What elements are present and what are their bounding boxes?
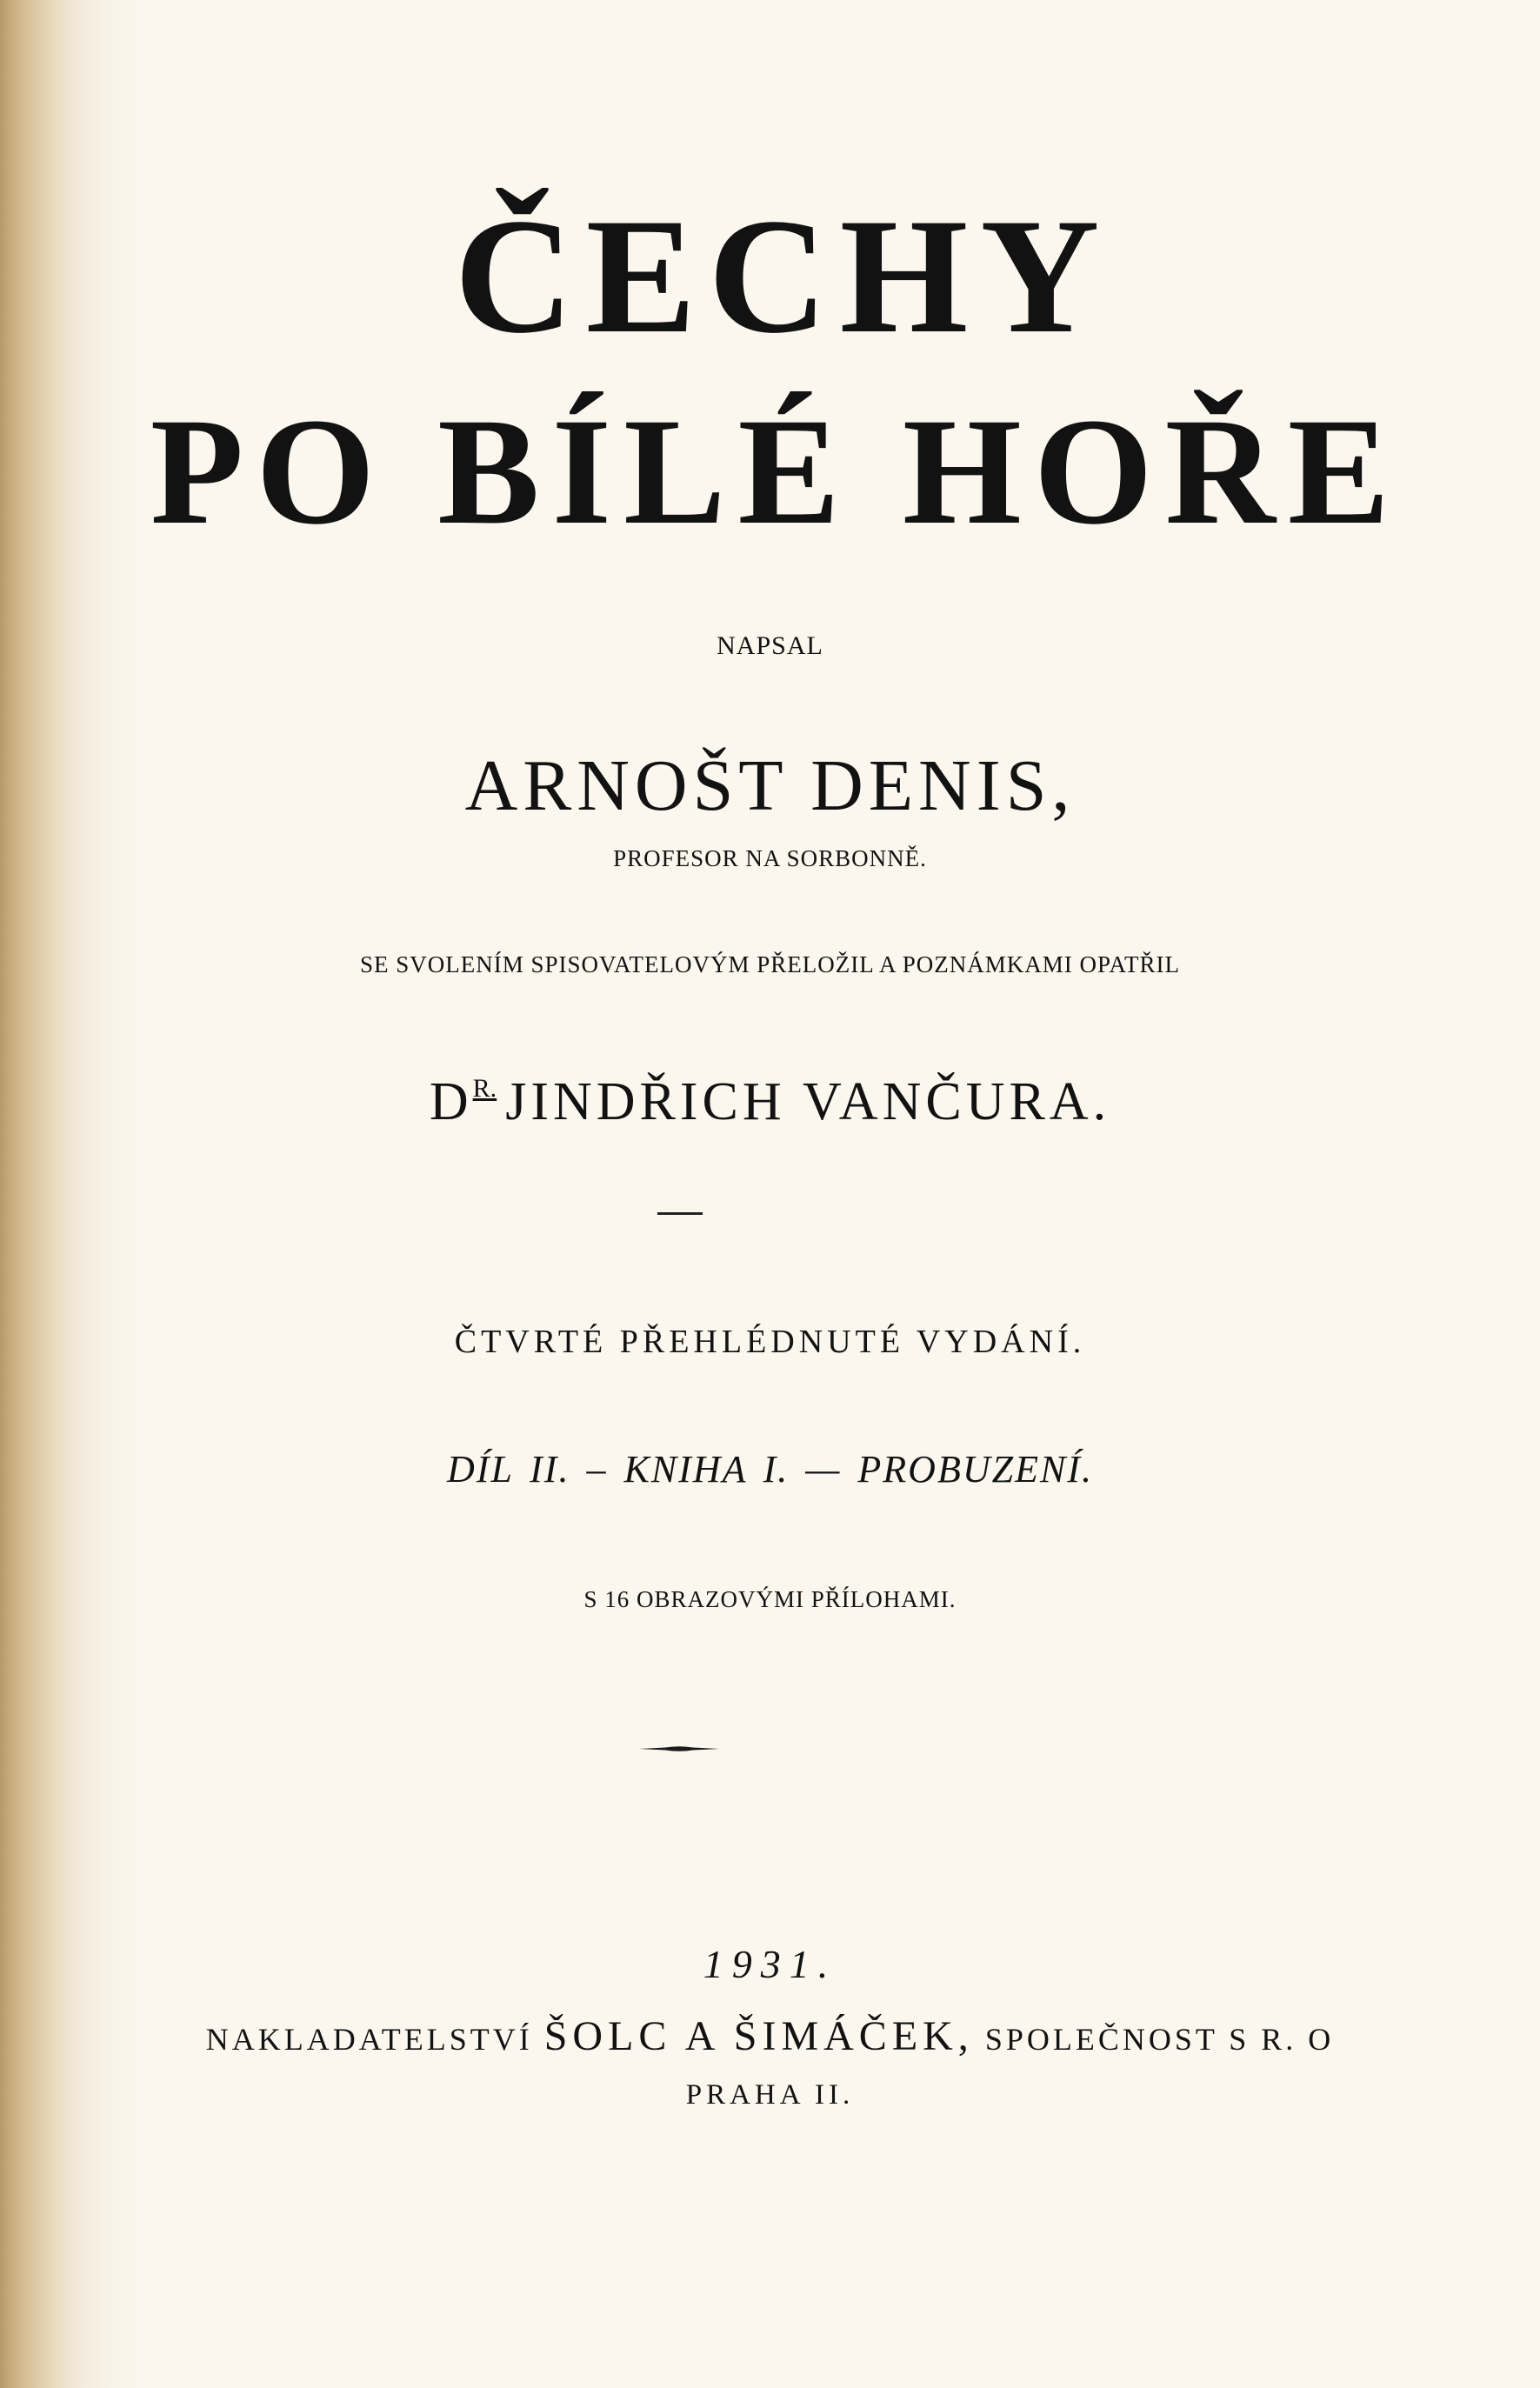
book-title-line-1: ČECHY [454, 185, 1112, 368]
author-name: ARNOŠT DENIS, [464, 745, 1076, 826]
ornament-rule [639, 1744, 719, 1754]
publisher-name: ŠOLC A ŠIMÁČEK, [543, 2013, 974, 2059]
translator-name: JINDŘICH VANČURA. [505, 1072, 1111, 1131]
separator-rule [657, 1212, 703, 1215]
translator-line [0, 1057, 1540, 1134]
publication-year: 1931. [703, 1942, 837, 1986]
translator-title-prefix: D [429, 1072, 473, 1131]
publisher-suffix: SPOLEČNOST S R. O [984, 2022, 1335, 2057]
volume-statement: DÍL II. – KNIHA I. — PROBUZENÍ. [447, 1448, 1093, 1491]
plates-statement: S 16 OBRAZOVÝMI PŘÍLOHAMI. [583, 1586, 957, 1612]
translation-note: SE SVOLENÍM SPISOVATELOVÝM PŘELOŽIL A POZNÁMKAMI OPATŘIL [359, 951, 1181, 977]
translator-title-superscript: R. [472, 1074, 497, 1103]
edition-statement: ČTVRTÉ PŘEHLÉDNUTÉ VYDÁNÍ. [454, 1324, 1086, 1360]
publication-city: PRAHA II. [685, 2079, 855, 2111]
publisher-line [0, 2015, 1540, 2061]
book-title-line-2: PO BÍLÉ HOŘE [150, 387, 1403, 557]
byline-label: NAPSAL [717, 631, 823, 660]
author-role: PROFESOR NA SORBONNĚ. [613, 845, 927, 871]
publisher-prefix: NAKLADATELSTVÍ [205, 2022, 533, 2057]
